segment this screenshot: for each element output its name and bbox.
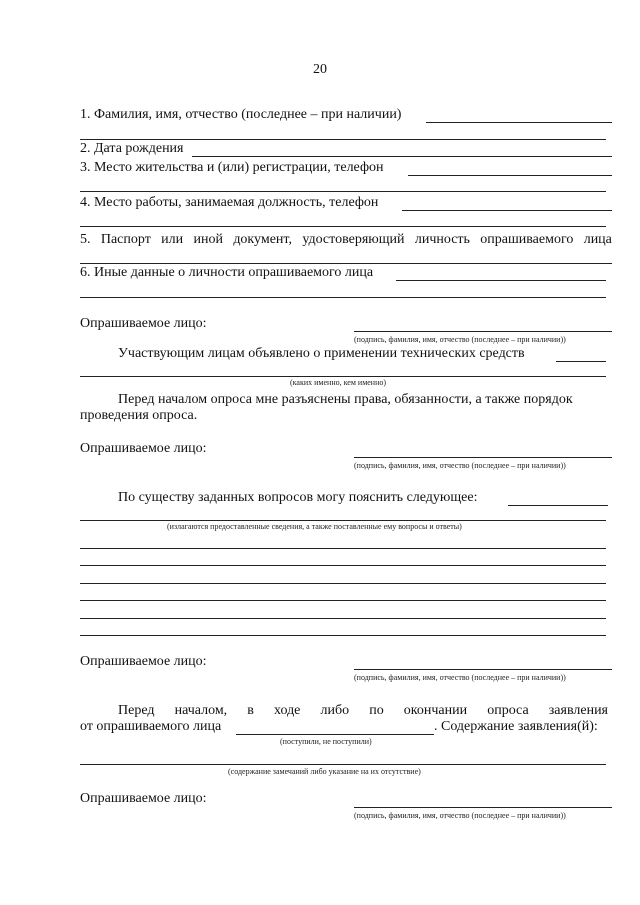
explanation-line-8[interactable] xyxy=(80,635,606,636)
signature-line[interactable] xyxy=(354,331,612,332)
signature-caption: (подпись, фамилия, имя, отчество (последнее – при наличии)) xyxy=(354,673,566,682)
statement-content-line[interactable] xyxy=(80,764,606,765)
tech-caption: (каких именно, кем именно) xyxy=(290,378,387,387)
tech-notice-line[interactable] xyxy=(556,361,606,362)
statement-word: Перед xyxy=(118,703,155,718)
field-work-line[interactable] xyxy=(402,210,612,211)
statement-word: заявления xyxy=(548,703,608,718)
signature-caption: (подпись, фамилия, имя, отчество (последнее – при наличии)) xyxy=(354,335,566,344)
explanation-caption: (излагаются предоставленные сведения, а также поставленные ему вопросы и ответы) xyxy=(167,522,462,531)
field-residence-line[interactable] xyxy=(408,175,612,176)
statement-word: в xyxy=(247,703,254,718)
field-full-name-line-2[interactable] xyxy=(80,139,606,140)
passport-label-word: документ, xyxy=(233,232,292,247)
explanation-text: По существу заданных вопросов могу пояснить следующее: xyxy=(118,490,478,505)
signature-caption: (подпись, фамилия, имя, отчество (последнее – при наличии)) xyxy=(354,461,566,470)
tech-notice-text: Участвующим лицам объявлено о применении технических средств xyxy=(118,346,525,361)
statement-word: началом, xyxy=(174,703,228,718)
field-residence-label: 3. Место жительства и (или) регистрации, телефон xyxy=(80,160,384,175)
respondent-label: Опрашиваемое лицо: xyxy=(80,441,207,456)
statement-content-label: . Содержание заявления(й): xyxy=(434,719,598,734)
passport-label-word: лица xyxy=(583,232,612,247)
signature-line[interactable] xyxy=(354,457,612,458)
explanation-line-7[interactable] xyxy=(80,618,606,619)
statement-status-line[interactable] xyxy=(236,734,434,735)
field-birth-date-label: 2. Дата рождения xyxy=(80,141,184,156)
statement-word: ходе xyxy=(274,703,301,718)
signature-line[interactable] xyxy=(354,807,612,808)
statement-word: либо xyxy=(320,703,350,718)
tech-notice-line-2[interactable] xyxy=(80,376,606,377)
statement-word: по xyxy=(369,703,384,718)
passport-label-word: опрашиваемого xyxy=(480,232,574,247)
field-other-data-label: 6. Иные данные о личности опрашиваемого лица xyxy=(80,265,374,280)
page-number: 20 xyxy=(313,62,327,77)
passport-label-word: Паспорт xyxy=(100,232,151,247)
rights-text-line-2: проведения опроса. xyxy=(80,408,198,423)
signature-line[interactable] xyxy=(354,669,612,670)
explanation-line[interactable] xyxy=(508,505,608,506)
explanation-line-6[interactable] xyxy=(80,600,606,601)
rights-text-line-1: Перед началом опроса мне разъяснены права, обязанности, а также порядок xyxy=(118,392,573,407)
field-work-line-2[interactable] xyxy=(80,226,606,227)
explanation-line-3[interactable] xyxy=(80,548,606,549)
statement-caption: (поступили, не поступили) xyxy=(280,737,372,746)
explanation-line-2[interactable] xyxy=(80,520,606,521)
signature-caption: (подпись, фамилия, имя, отчество (последнее – при наличии)) xyxy=(354,811,566,820)
respondent-label: Опрашиваемое лицо: xyxy=(80,791,207,806)
field-full-name-label: 1. Фамилия, имя, отчество (последнее – при наличии) xyxy=(80,107,402,122)
statement-word: опроса xyxy=(487,703,529,718)
respondent-label: Опрашиваемое лицо: xyxy=(80,316,207,331)
statement-from-label: от опрашиваемого лица xyxy=(80,719,222,734)
field-passport-line[interactable] xyxy=(80,263,612,264)
field-work-label: 4. Место работы, занимаемая должность, телефон xyxy=(80,195,379,210)
field-full-name-line[interactable] xyxy=(426,122,612,123)
passport-label-word: 5. xyxy=(80,232,91,247)
passport-label-word: иной xyxy=(193,232,223,247)
statement-word: окончании xyxy=(403,703,468,718)
field-other-data-line-2[interactable] xyxy=(80,297,606,298)
remarks-caption: (содержание замечаний либо указание на их отсутствие) xyxy=(228,767,421,776)
field-passport-label xyxy=(80,232,612,248)
passport-label-word: или xyxy=(161,232,184,247)
field-other-data-line[interactable] xyxy=(396,280,606,281)
field-birth-date-line[interactable] xyxy=(192,156,612,157)
explanation-line-4[interactable] xyxy=(80,565,606,566)
explanation-line-5[interactable] xyxy=(80,583,606,584)
passport-label-word: личность xyxy=(414,232,470,247)
respondent-label: Опрашиваемое лицо: xyxy=(80,654,207,669)
passport-label-word: удостоверяющий xyxy=(302,232,405,247)
field-residence-line-2[interactable] xyxy=(80,191,606,192)
statement-text-line-1 xyxy=(118,703,608,719)
